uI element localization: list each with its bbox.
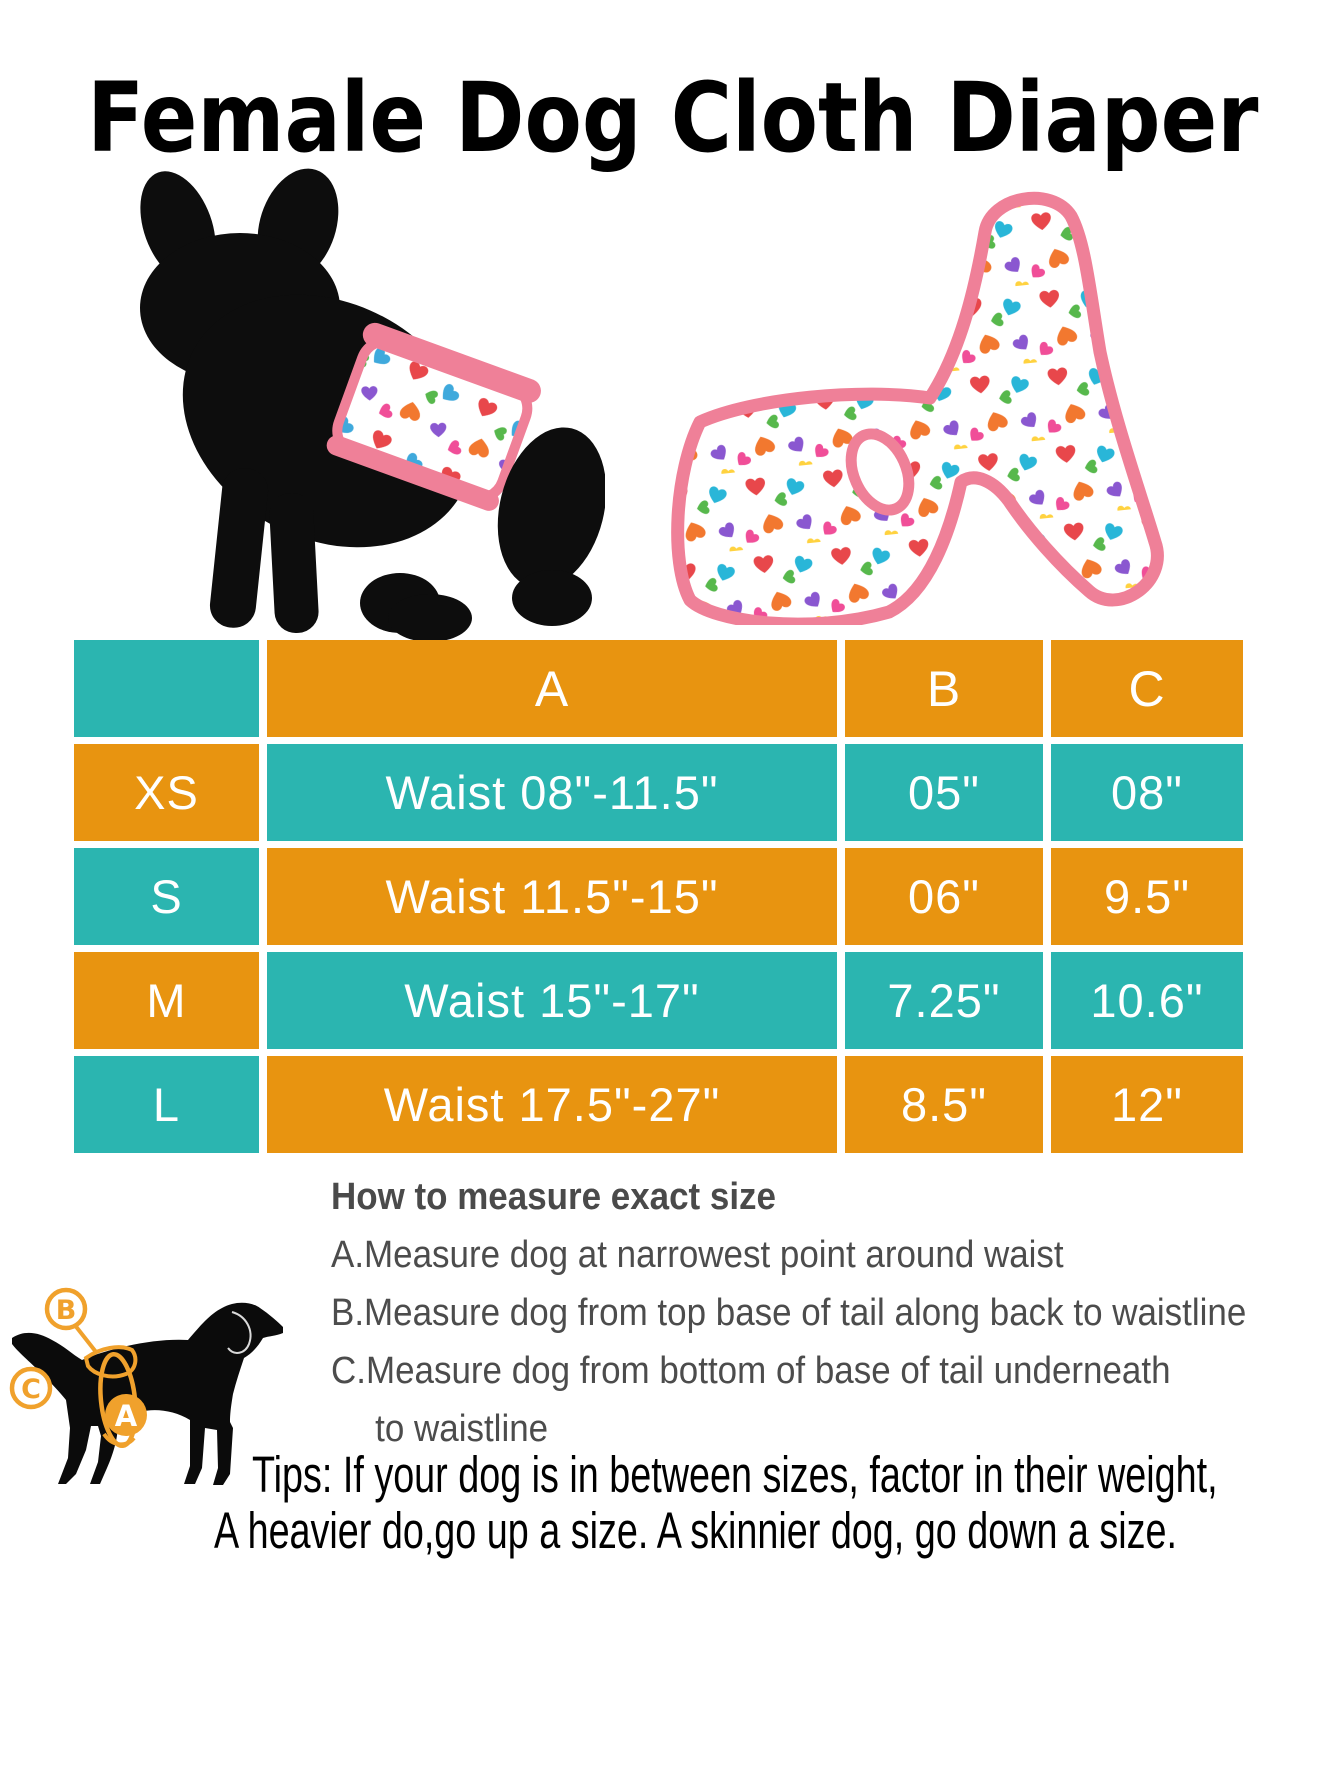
page-title: Female Dog Cloth Diaper (87, 62, 1259, 174)
photo-dog-wearing-diaper (100, 163, 605, 645)
diagram-dog-silhouette (12, 1303, 283, 1485)
measure-heading: How to measure exact size (331, 1176, 776, 1218)
cell-l-a: Waist 17.5"-27" (267, 1056, 837, 1153)
row-label-xs: XS (74, 744, 259, 841)
measure-line-c-cont: to waistline (375, 1408, 549, 1450)
row-label-s: S (74, 848, 259, 945)
cell-l-b: 8.5" (845, 1056, 1043, 1153)
cell-xs-a: Waist 08"-11.5" (267, 744, 837, 841)
row-label-m: M (74, 952, 259, 1049)
col-header-b: B (845, 640, 1043, 737)
measure-guide (331, 1168, 1326, 1458)
measure-line-b: B.Measure dog from top base of tail along back to waistline (331, 1292, 1247, 1334)
table-corner-cell (74, 640, 259, 737)
row-label-l: L (74, 1056, 259, 1153)
marker-a-label: A (114, 1399, 138, 1433)
cell-xs-c: 08" (1051, 744, 1243, 841)
cell-s-a: Waist 11.5"-15" (267, 848, 837, 945)
measure-line-c: C.Measure dog from bottom of base of tail underneath (331, 1350, 1171, 1392)
cell-s-b: 06" (845, 848, 1043, 945)
marker-c-label: C (21, 1374, 41, 1405)
cell-xs-b: 05" (845, 744, 1043, 841)
marker-b-label: B (55, 1295, 77, 1326)
photo-diaper-flat (628, 170, 1213, 625)
diaper-flat-shape (678, 198, 1158, 624)
cell-l-c: 12" (1051, 1056, 1243, 1153)
tips-line-1: Tips: If your dog is in between sizes, factor in their weight, (252, 1446, 1218, 1503)
cell-s-c: 9.5" (1051, 848, 1243, 945)
size-table (74, 640, 1243, 1153)
cell-m-a: Waist 15"-17" (267, 952, 837, 1049)
tips-line-2: A heavier do,go up a size. A skinnier dog, go down a size. (214, 1502, 1178, 1559)
measure-line-a: A.Measure dog at narrowest point around waist (331, 1234, 1064, 1276)
col-header-c: C (1051, 640, 1243, 737)
col-header-a: A (267, 640, 837, 737)
cell-m-b: 7.25" (845, 952, 1043, 1049)
cell-m-c: 10.6" (1051, 952, 1243, 1049)
